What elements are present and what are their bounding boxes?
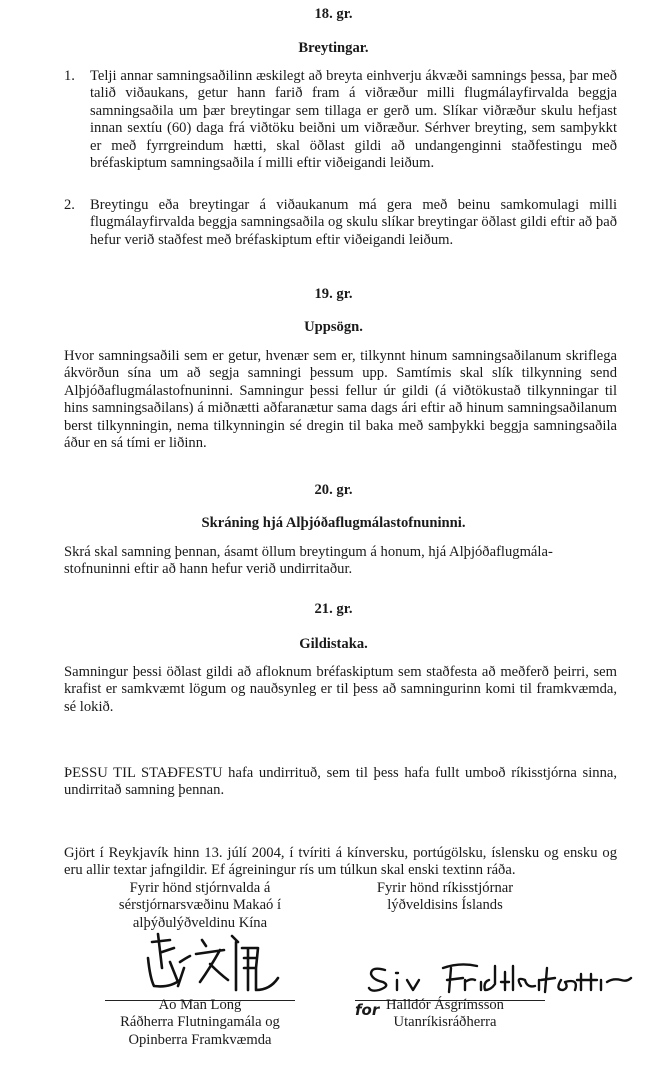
list-number: 1. [64, 68, 75, 84]
on-behalf-line: lýðveldisins Íslands [387, 897, 503, 914]
right-handwritten-signature [365, 958, 635, 998]
done-at-clause: Gjört í Reykjavík hinn 13. júlí 2004, í tvíriti á kínversku, portúgölsku, íslensku og ensku og eru allir textar jafngildir. Ef ágreiningur rís um túlkun skal enski textinn ráða. [64, 845, 617, 879]
signatory-title: Ráðherra Flutningamála og [120, 1014, 280, 1031]
list-text: Breytingu eða breytingar á viðaukanum má gera með beinu samkomulagi milli flugmálayfirvalda beggja samningsaðila og skulu slíkar breytingar öðlast gildi eftir að það hefur verið staðfest með bréfaskiptum eftir viðeigandi leiðum. [90, 197, 617, 248]
article-21-number: 21. gr. [314, 601, 353, 617]
left-handwritten-signature [140, 928, 290, 1000]
on-behalf-line: sérstjórnarsvæðinu Makaó í [118, 897, 282, 914]
on-behalf-line: Fyrir hönd stjórnvalda á [129, 880, 271, 896]
signatory-title: Opinberra Framkvæmda [128, 1031, 272, 1048]
signatory-title: Utanríkisráðherra [393, 1014, 497, 1031]
article-20-text: Skrá skal samning þennan, ásamt öllum breytingum á honum, hjá Alþjóðaflugmála-stofnuninni eftir að hann hefur verið undirritaður. [64, 544, 553, 578]
article-19-text: Hvor samningsaðili sem er getur, hvenær sem er, tilkynnt hinum samningsaðilanum skriflega ákvörðun sína um að segja samningi þessum upp. Samtímis skal slík tilkynning send Alþjóðaflugmálastofnuninni. Samningur þessi fellur úr gildi (á viðtökustað tilkynningar til hins samningsaðilans) á miðnætti aðfaranætur sama dags ári eftir að hinum samningsaðilanum berst tilkynningin, nema tilkynningin sé dregin til baka með samþykki beggja samningsaðila áður en sá tími er liðinn. [64, 348, 617, 452]
left-signatory-details [90, 997, 310, 1049]
article-20-title: Skráning hjá Alþjóðaflugmálastofnuninni. [201, 515, 466, 531]
article-19-number: 19. gr. [314, 286, 353, 302]
signatory-name: Halldór Ásgrímsson [386, 997, 504, 1013]
article-18-number: 18. gr. [314, 6, 353, 22]
list-item [64, 197, 617, 249]
article-19-title: Uppsögn. [304, 319, 363, 335]
article-21-title: Gildistaka. [299, 636, 368, 652]
right-signatory-details [335, 997, 555, 1032]
left-signatory-on-behalf [90, 880, 310, 932]
list-text: Telji annar samningsaðilinn æskilegt að breyta einhverju ákvæði samnings þessa, þar með talið viðaukans, getur hann farið fram á viðræður milli flugmálayfirvalda beggja samningsaðila um þær breytingar sem tillaga er gerð um. Slíkar viðræður skulu hefjast innan sextíu (60) daga frá viðtöku beiðni um viðræður. Sérhver breyting, sem samþykkt er með fyrrgreindum hætti, skal öðlast gildi að undangenginni staðfestingu með bréfaskiptum samningsaðila í milli eftir viðeigandi leiðum. [90, 68, 617, 172]
article-18-title: Breytingar. [298, 40, 369, 56]
article-21-text: Samningur þessi öðlast gildi að afloknum bréfaskiptum sem staðfesta að meðferð þeirri, sem krafist er samkvæmt lögum og nauðsynleg er til þess að samningurinn komi til framkvæmda, sé lokið. [64, 664, 617, 715]
on-behalf-line: Fyrir hönd ríkisstjórnar [376, 880, 514, 896]
list-item [64, 68, 617, 172]
signatory-name: Ao Man Long [158, 997, 242, 1013]
list-number: 2. [64, 197, 75, 213]
on-behalf-line: alþýðulýðveldinu Kína [132, 914, 268, 931]
article-20-number: 20. gr. [314, 482, 353, 498]
witness-clause: ÞESSU TIL STAÐFESTU hafa undirrituð, sem til þess hafa fullt umboð ríkisstjórna sinna, undirritað samning þennan. [64, 765, 617, 799]
right-signatory-on-behalf [335, 880, 555, 915]
for-handwritten-label: for [355, 1001, 380, 1019]
